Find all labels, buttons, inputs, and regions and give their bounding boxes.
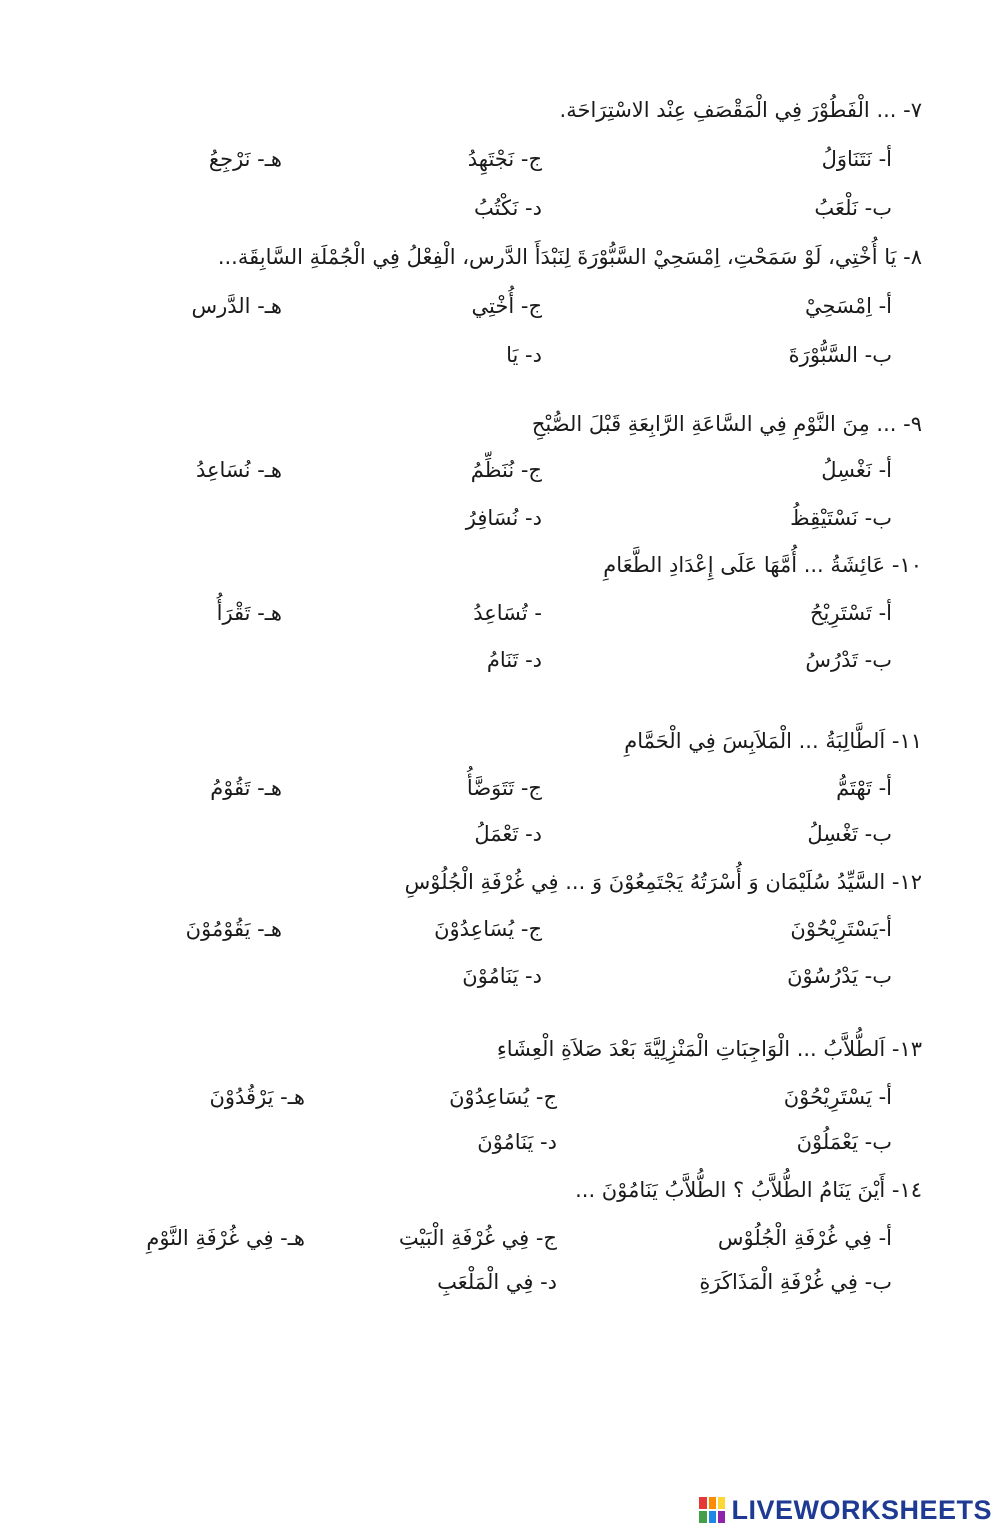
- question-14-option-c[interactable]: ج- فِي غُرْفَةِ الْبَيْتِ: [398, 1226, 557, 1250]
- question-10-prompt: ١٠- عَائِشَةُ ... أُمَّهَا عَلَى إِعْدَادِ الطَّعَامِ: [603, 553, 922, 577]
- question-10-option-d[interactable]: د- تَنَامُ: [486, 648, 542, 672]
- question-10-option-a[interactable]: أ- تَسْتَرِيْحُ: [810, 601, 892, 625]
- question-7-option-a[interactable]: أ- نَتَنَاوَلُ: [821, 147, 892, 171]
- question-10-option-b[interactable]: ب- تَدْرُسُ: [805, 648, 892, 672]
- logo-block: [699, 1497, 706, 1509]
- question-13-option-b[interactable]: ب- يَعْمَلُوْنَ: [796, 1130, 892, 1154]
- question-12-prompt: ١٢- السَّيِّدُ سُلَيْمَان وَ أُسْرَتُهُ يَجْتَمِعُوْنَ وَ ... فِي غُرْفَةِ الْجُلُوْسِ: [404, 870, 922, 894]
- question-9-option-d[interactable]: د- نُسَافِرُ: [465, 506, 542, 530]
- question-8-option-b[interactable]: ب- السَّبُّوْرَةَ: [788, 343, 892, 367]
- liveworksheets-logo: [699, 1493, 992, 1527]
- logo-block: [709, 1497, 716, 1509]
- question-7-prompt: ٧- ... الْفَطُوْرَ فِي الْمَقْصَفِ عِنْد الاسْتِرَاحَة.: [559, 98, 922, 122]
- question-12-option-d[interactable]: د- يَنَامُوْنَ: [462, 964, 542, 988]
- question-7-option-c[interactable]: ج- نَجْتَهِدُ: [467, 147, 542, 171]
- question-14-option-a[interactable]: أ- فِي غُرْفَةِ الْجُلُوْس: [717, 1226, 892, 1250]
- question-8-option-e[interactable]: هـ- الدَّرس: [191, 294, 282, 318]
- logo-block: [718, 1497, 725, 1509]
- question-9-option-b[interactable]: ب- نَسْتَيْقِظُ: [790, 506, 892, 530]
- question-13-option-a[interactable]: أ- يَسْتَرِيْحُوْنَ: [783, 1085, 892, 1109]
- question-8-option-d[interactable]: د- يَا: [506, 343, 542, 367]
- question-7-option-b[interactable]: ب- نَلْعَبُ: [814, 196, 892, 220]
- logo-text: LIVEWORKSHEETS: [731, 1494, 992, 1525]
- question-8-option-a[interactable]: أ- اِمْسَحِيْ: [805, 294, 892, 318]
- question-12-option-b[interactable]: ب- يَدْرُسُوْنَ: [787, 964, 892, 988]
- logo-block: [699, 1511, 706, 1523]
- question-13-option-e[interactable]: هـ- يَرْقُدُوْنَ: [209, 1085, 305, 1109]
- question-9-option-e[interactable]: هـ- نُسَاعِدُ: [195, 458, 282, 482]
- question-13-option-c[interactable]: ج- يُسَاعِدُوْنَ: [449, 1085, 557, 1109]
- question-12-option-c[interactable]: ج- يُسَاعِدُوْنَ: [434, 917, 542, 941]
- question-13-prompt: ١٣- اَلطُّلاَّبُ ... الْوَاجِبَاتِ الْمَنْزِلِيَّةَ بَعْدَ صَلاَةِ الْعِشَاءِ: [496, 1037, 922, 1061]
- question-14-option-b[interactable]: ب- فِي غُرْفَةِ الْمَذَاكَرَةِ: [699, 1270, 892, 1294]
- question-14-prompt: ١٤- أَيْنَ يَنَامُ الطُّلاَّبُ ؟ الطُّلاَّبُ يَنَامُوْنَ ...: [575, 1178, 922, 1202]
- question-11-option-d[interactable]: د- تَعْمَلُ: [474, 822, 542, 846]
- question-7-option-d[interactable]: د- نَكْتُبُ: [473, 196, 542, 220]
- question-9-prompt: ٩- ... مِنَ النَّوْمِ فِي السَّاعَةِ الرَّابِعَةِ قَبْلَ الصُّبْحِ: [531, 412, 922, 436]
- question-11-option-b[interactable]: ب- تَغْسِلُ: [807, 822, 892, 846]
- question-8-prompt: ٨- يَا أُخْتِي، لَوْ سَمَحْتِ، اِمْسَحِيْ السَّبُّوْرَةَ لِنَبْدَأَ الدَّرس، الْفِعْلُ فِي الْجُمْلَةِ السَّابِقَة...: [217, 245, 922, 269]
- question-14-option-d[interactable]: د- فِي الْمَلْعَبِ: [437, 1270, 557, 1294]
- question-11-option-e[interactable]: هـ- تَقُوْمُ: [210, 776, 282, 800]
- question-12-option-e[interactable]: هـ- يَقُوْمُوْنَ: [185, 917, 282, 941]
- question-13-option-d[interactable]: د- يَنَامُوْنَ: [477, 1130, 557, 1154]
- question-7-option-e[interactable]: هـ- نَرْجِعُ: [208, 147, 282, 171]
- logo-blocks-icon: [699, 1497, 725, 1523]
- question-8-option-c[interactable]: ج- أُخْتِي: [471, 294, 542, 318]
- question-9-option-c[interactable]: ج- نُنَظِّمُ: [470, 458, 542, 482]
- question-14-option-e[interactable]: هـ- فِي غُرْفَةِ النَّوْمِ: [146, 1226, 305, 1250]
- logo-block: [718, 1511, 725, 1523]
- question-10-option-c[interactable]: - تُسَاعِدُ: [473, 601, 542, 625]
- question-10-option-e[interactable]: هـ- تَقْرَأُ: [216, 601, 282, 625]
- question-11-prompt: ١١- اَلطَّالِبَةُ ... الْمَلاَبِسَ فِي الْحَمَّامِ: [624, 729, 922, 753]
- question-12-option-a[interactable]: أ-يَسْتَرِيْحُوْنَ: [790, 917, 892, 941]
- logo-block: [709, 1511, 716, 1523]
- question-11-option-c[interactable]: ج- تَتَوَضَّأُ: [466, 776, 542, 800]
- question-11-option-a[interactable]: أ- تَهْتَمُّ: [836, 776, 892, 800]
- question-9-option-a[interactable]: أ- نَغْسِلُ: [821, 458, 892, 482]
